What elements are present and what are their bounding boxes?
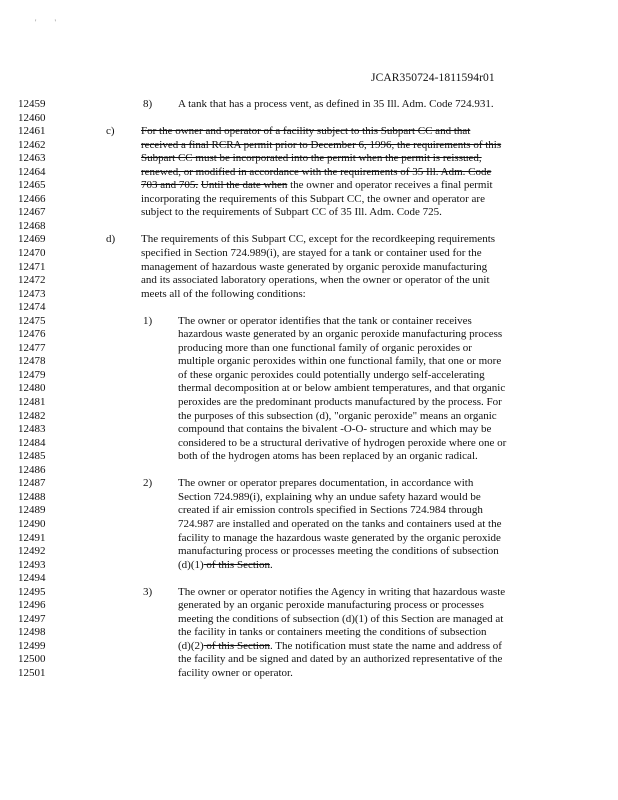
line-text xyxy=(178,559,273,573)
document-id-header: JCAR350724-1811594r01 xyxy=(371,72,495,84)
line-number: 12481 xyxy=(18,396,46,409)
struck-text: of this Section xyxy=(203,639,270,652)
document-line xyxy=(0,532,618,546)
document-line xyxy=(0,464,618,478)
document-line xyxy=(0,193,618,207)
line-text xyxy=(141,166,491,180)
document-line xyxy=(0,152,618,166)
document-line xyxy=(0,382,618,396)
line-number: 12459 xyxy=(18,98,46,110)
document-body xyxy=(0,98,618,681)
line-text xyxy=(141,179,493,193)
document-line xyxy=(0,518,618,532)
line-number: 12497 xyxy=(18,612,46,625)
line-number: 12461 xyxy=(18,125,46,138)
line-number: 12476 xyxy=(18,328,46,341)
line-number: 12484 xyxy=(18,436,46,449)
document-line xyxy=(0,572,618,586)
line-number: 12474 xyxy=(18,301,46,314)
line-number: 12499 xyxy=(18,639,46,652)
line-number: 12496 xyxy=(18,599,46,612)
line-number: 12467 xyxy=(18,206,46,219)
line-text xyxy=(141,125,470,139)
line-number: 12494 xyxy=(18,572,46,585)
document-line xyxy=(0,166,618,180)
line-text xyxy=(178,653,502,667)
struck-text: of this Section xyxy=(203,558,270,571)
text-segment: multiple organic peroxides within one functional family, that one or more xyxy=(178,355,502,368)
document-line xyxy=(0,586,618,600)
struck-text: received a final RCRA permit prior to December 6, 1996, the requirements of this xyxy=(141,138,502,151)
document-line xyxy=(0,355,618,369)
text-segment: The owner or operator identifies that the tank or container receives xyxy=(178,314,472,327)
line-text xyxy=(178,640,502,654)
line-number: 12491 xyxy=(18,531,46,544)
line-text xyxy=(178,396,502,410)
document-line xyxy=(0,396,618,410)
subsection-label: 8) xyxy=(143,98,153,110)
line-text xyxy=(178,518,501,532)
line-number: 12463 xyxy=(18,152,46,165)
text-segment: the owner and operator receives a final permit xyxy=(287,179,493,192)
text-segment: A tank that has a process vent, as defined in 35 Ill. Adm. Code 724.931. xyxy=(178,98,494,110)
struck-text: For the owner and operator of a facility subject to this Subpart CC and that xyxy=(141,125,471,138)
text-segment: created if air emission controls specified in Sections 724.984 through xyxy=(178,504,483,517)
line-text xyxy=(178,586,505,600)
text-segment: producing more than one functional family of organic peroxides or xyxy=(178,341,472,354)
line-text xyxy=(178,355,501,369)
document-line xyxy=(0,653,618,667)
line-text xyxy=(178,667,293,681)
line-text xyxy=(178,437,506,451)
document-line xyxy=(0,179,618,193)
document-line xyxy=(0,206,618,220)
line-number: 12490 xyxy=(18,517,46,530)
struck-text: renewed, or modified in accordance with the requirements of 35 Ill. Adm. Code xyxy=(141,165,492,178)
struck-text: Subpart CC must be incorporated into the permit when the permit is reissued, xyxy=(141,152,482,165)
line-text xyxy=(141,193,485,207)
scan-marks: ' ' xyxy=(35,18,56,27)
line-number: 12479 xyxy=(18,368,46,381)
text-segment: management of hazardous waste generated by organic peroxide manufacturing xyxy=(141,260,488,273)
document-line xyxy=(0,491,618,505)
subsection-label: 3) xyxy=(143,585,153,598)
line-text xyxy=(178,626,487,640)
line-text xyxy=(178,613,503,627)
document-line xyxy=(0,626,618,640)
line-number: 12500 xyxy=(18,653,46,666)
line-text xyxy=(178,98,494,112)
document-line xyxy=(0,450,618,464)
text-segment: The requirements of this Subpart CC, except for the recordkeeping requirements xyxy=(141,233,496,246)
document-line xyxy=(0,233,618,247)
line-number: 12465 xyxy=(18,179,46,192)
document-line xyxy=(0,423,618,437)
document-line xyxy=(0,247,618,261)
line-number: 12475 xyxy=(18,314,46,327)
line-text xyxy=(141,288,306,302)
line-text xyxy=(141,247,482,261)
line-number: 12480 xyxy=(18,382,46,395)
subsection-label: d) xyxy=(106,233,116,246)
line-number: 12477 xyxy=(18,341,46,354)
document-line xyxy=(0,559,618,573)
text-segment: the facility and be signed and dated by an authorized representative of the xyxy=(178,653,503,666)
subsection-label: 1) xyxy=(143,314,153,327)
text-segment: meeting the conditions of subsection (d)(1) of this Section are managed at xyxy=(178,612,504,625)
line-number: 12486 xyxy=(18,463,46,476)
line-text xyxy=(178,328,502,342)
line-text xyxy=(178,491,481,505)
text-segment: facility owner or operator. xyxy=(178,666,293,679)
text-segment: thermal decomposition at or below ambient temperatures, and that organic xyxy=(178,382,506,395)
text-segment: both of the hydrogen atoms has been replaced by an organic radical. xyxy=(178,450,478,463)
line-text xyxy=(178,382,505,396)
text-segment: of these organic peroxides could potentially undergo self-accelerating xyxy=(178,368,485,381)
line-text xyxy=(178,410,497,424)
line-number: 12498 xyxy=(18,626,46,639)
line-number: 12462 xyxy=(18,138,46,151)
text-segment: considered to be a structural derivative of hydrogen peroxide where one or xyxy=(178,436,507,449)
text-segment: hazardous waste generated by an organic peroxide manufacturing process xyxy=(178,328,503,341)
document-line xyxy=(0,328,618,342)
text-segment: specified in Section 724.989(i), are stayed for a tank or container used for the xyxy=(141,247,482,260)
document-line xyxy=(0,98,618,112)
line-number: 12471 xyxy=(18,260,46,273)
document-line xyxy=(0,410,618,424)
line-number: 12483 xyxy=(18,423,46,436)
line-text xyxy=(141,152,482,166)
line-text xyxy=(141,233,495,247)
struck-text: Until the date when xyxy=(200,179,288,192)
text-segment: the facility in tanks or containers meeting the conditions of subsection xyxy=(178,626,487,639)
line-number: 12470 xyxy=(18,247,46,260)
line-number: 12472 xyxy=(18,274,46,287)
text-segment: compound that contains the bivalent -O-O- structure and which may be xyxy=(178,423,492,436)
line-text xyxy=(178,369,485,383)
line-text xyxy=(141,261,487,275)
line-text xyxy=(141,139,501,153)
line-number: 12460 xyxy=(18,111,46,124)
text-segment: . The notification must state the name and address of xyxy=(269,639,502,652)
line-text xyxy=(178,504,483,518)
document-line xyxy=(0,342,618,356)
line-text xyxy=(178,315,472,329)
line-number: 12464 xyxy=(18,165,46,178)
line-number: 12493 xyxy=(18,558,46,571)
text-segment: generated by an organic peroxide manufacturing process or processes xyxy=(178,599,484,612)
document-line xyxy=(0,301,618,315)
line-text xyxy=(141,206,442,220)
line-number: 12466 xyxy=(18,192,46,205)
text-segment: . xyxy=(269,558,273,571)
line-text xyxy=(178,599,484,613)
document-line xyxy=(0,613,618,627)
line-number: 12478 xyxy=(18,355,46,368)
line-number: 12487 xyxy=(18,477,46,490)
document-line xyxy=(0,139,618,153)
subsection-label: 2) xyxy=(143,477,153,490)
line-number: 12492 xyxy=(18,545,46,558)
document-line xyxy=(0,274,618,288)
text-segment: (d)(1) xyxy=(178,558,204,571)
line-text xyxy=(178,532,501,546)
document-line xyxy=(0,288,618,302)
line-number: 12489 xyxy=(18,504,46,517)
text-segment: (d)(2) xyxy=(178,639,204,652)
struck-text: 703 and 705. xyxy=(141,179,199,192)
document-line xyxy=(0,220,618,234)
line-text xyxy=(178,545,499,559)
document-line xyxy=(0,112,618,126)
document-line xyxy=(0,504,618,518)
text-segment: The owner or operator prepares documentation, in accordance with xyxy=(178,477,474,490)
document-line xyxy=(0,640,618,654)
line-number: 12469 xyxy=(18,233,46,246)
line-text xyxy=(178,450,478,464)
text-segment: Section 724.989(i), explaining why an undue safety hazard would be xyxy=(178,490,481,503)
text-segment: subject to the requirements of Subpart CC of 35 Ill. Adm. Code 725. xyxy=(141,206,442,219)
text-segment: manufacturing process or processes meeting the conditions of subsection xyxy=(178,545,499,558)
line-number: 12468 xyxy=(18,219,46,232)
text-segment: incorporating the requirements of this Subpart CC, the owner and operator are xyxy=(141,192,485,205)
document-line xyxy=(0,667,618,681)
text-segment: facility to manage the hazardous waste generated by the organic peroxide xyxy=(178,531,501,544)
line-number: 12482 xyxy=(18,409,46,422)
line-number: 12495 xyxy=(18,585,46,598)
text-segment: 724.987 are installed and operated on the tanks and containers used at the xyxy=(178,517,502,530)
text-segment: meets all of the following conditions: xyxy=(141,287,306,300)
document-line xyxy=(0,125,618,139)
document-line xyxy=(0,369,618,383)
line-text xyxy=(141,274,490,288)
document-line xyxy=(0,437,618,451)
text-segment: peroxides are the predominant products manufactured by the process. For xyxy=(178,396,502,409)
document-line xyxy=(0,315,618,329)
line-text xyxy=(178,477,473,491)
text-segment: the purposes of this subsection (d), "organic peroxide" means an organic xyxy=(178,409,497,422)
line-text xyxy=(178,342,472,356)
document-line xyxy=(0,545,618,559)
document-line xyxy=(0,599,618,613)
subsection-label: c) xyxy=(106,125,115,138)
document-line xyxy=(0,477,618,491)
line-number: 12488 xyxy=(18,490,46,503)
line-text xyxy=(178,423,491,437)
document-line xyxy=(0,261,618,275)
text-segment: The owner or operator notifies the Agency in writing that hazardous waste xyxy=(178,585,506,598)
text-segment: and its associated laboratory operations, when the owner or operator of the unit xyxy=(141,274,490,287)
line-number: 12501 xyxy=(18,666,46,679)
line-number: 12473 xyxy=(18,287,46,300)
line-number: 12485 xyxy=(18,450,46,463)
